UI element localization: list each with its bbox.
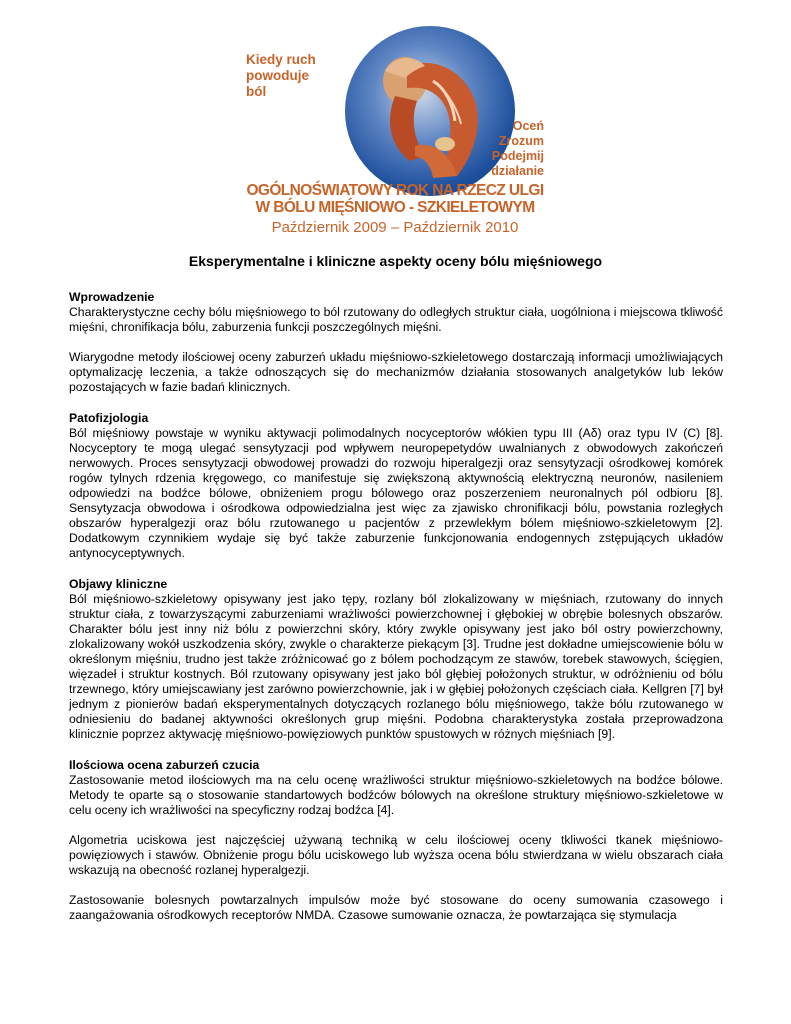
paragraph: Ból mięśniowy powstaje w wyniku aktywacji polimodalnych nocyceptorów włókien typu III (Aδ) oraz typu IV (C) [8]. Nocyceptory te mogą ulegać sensytyzacji pod wpływem neuropepetydów uwalnianych z obwodowych zakończeń nerwowych. Proces sensytyzacji obwodowej prowadzi do rozwoju hiperalgezji oraz sensytyzacji ośrodkowej komórek rogów tylnych rdzenia kręgowego, co manifestuje się zwiększoną aktywnością elektryczną neuronów, nasileniem odpowiedzi na bodźce bólowe, obniżeniem progu bólowego oraz poszerzeniem neuronalnych pól odbioru [8]. Sensytyzacja obwodowa i ośrodkowa odpowiedzialna jest więc za zjawisko chronifikacji bólu, powstania rozległych obszarów hyperalgezji oraz bólu rzutowanego u pacjentów z przewlekłym bólem mięśniowo-szkieletowym [2]. Dodatkowym czynnikiem wydaje się być także zaburzenie funkcjonowania endogennych zstępujących układów antynocyceptywnych. <box>69 425 723 561</box>
campaign-title <box>240 182 550 216</box>
banner-tagline: Kiedy ruch powoduje ból <box>246 52 316 99</box>
section-heading-introduction: Wprowadzenie <box>69 290 155 304</box>
banner-slogan: Oceń Zrozum Podejmij działanie <box>491 119 544 178</box>
paragraph: Charakterystyczne cechy bólu mięśniowego to ból rzutowany do odległych struktur ciała, uogólniona i miejscowa tkliwość mięśni, chronifikacja bólu, zaburzenia funkcji poszczególnych mięśni. <box>69 305 723 335</box>
paragraph: Ból mięśniowo-szkieletowy opisywany jest jako tępy, rozlany ból zlokalizowany w mięśniach, rzutowany do innych struktur ciała, z towarzyszącymi zaburzeniami wrażliwości powierzchownej i głębokiej w obrębie bolesnych obszarów. Charakter bólu jest inny niż bólu z powierzchni skóry, który zwykle opisywany jest jako ból ostry powierzchowny, zlokalizowany wokół uszkodzenia skóry, zwykle o charakterze piekącym [3]. Trudne jest dokładne umiejscowienie bólu w określonym mięśniu, trudno jest także zróżnicować go z bólem pochodzącym ze stawów, torebek stawowych, ścięgien, więzadeł i struktur kostnych. Ból rzutowany opisywany jest jako ból głębiej położonych struktur, w odróżnieniu od bólu trzewnego, który umiejscawiany jest zarówno powierzchownie, jak i w głębiej położonych częściach ciała. Kellgren [7] był jednym z pionierów badań eksperymentalnych dotyczących rozlanego bólu mięśniowego, także bólu rzutowanego w odniesieniu do badanej aktywności określonych grup mięśni. Podobna charakterystyka została przeprowadzona klinicznie poprzez aktywację mięśniowo-powięziowych punktów spustowych w różnych mięśniach [9]. <box>69 591 723 742</box>
campaign-banner <box>240 24 550 264</box>
paragraph: Zastosowanie bolesnych powtarzalnych impulsów może być stosowane do oceny sumowania czasowego i zaangażowania ośrodkowych receptorów NMDA. Czasowe sumowanie oznacza, że powtarzająca się stymulacja <box>69 893 723 923</box>
section-heading-pathophysiology: Patofizjologia <box>69 410 149 425</box>
paragraph: Algometria uciskowa jest najczęściej używaną techniką w celu ilościowej oceny tkliwości tkanek mięśniowo-powięziowych i stawów. Obniżenie progu bólu uciskowego lub wyższa ocena bólu stwierdzana w wielu obszarach ciała wskazują na obecność rozlanej hyperalgezji. <box>69 832 723 878</box>
paragraph: Zastosowanie metod ilościowych ma na celu ocenę wrażliwości struktur mięśniowo-szkieletowych na bodźce bólowe. Metody te oparte są o stosowanie standartowych bodźców bólowych na określone struktury mięśniowo-szkieletowe w celu oceny ich wrażliwości na specyficzny rodzaj bodźca [4]. <box>69 772 723 817</box>
figure-with-muscles-icon <box>345 26 515 196</box>
campaign-title-line-1: OGÓLNOŚWIATOWY ROK NA RZECZ ULGI <box>246 182 544 199</box>
document-title: Eksperymentalne i kliniczne aspekty oceny bólu mięśniowego <box>188 253 603 269</box>
paragraph: Wiarygodne metody ilościowej oceny zaburzeń układu mięśniowo-szkieletowego dostarczają informacji umożliwiających optymalizację leczenia, a także odnoszących się do mechanizmów działania stosowanych analgetyków lub leków pozostających w fazie badań klinicznych. <box>69 350 723 395</box>
campaign-dates: Październik 2009 – Październik 2010 <box>271 219 519 236</box>
campaign-title-line-2: W BÓLU MIĘŚNIOWO - SZKIELETOWYM <box>255 199 535 216</box>
section-heading-clinical-symptoms: Objawy kliniczne <box>69 576 168 591</box>
section-heading-quantitative-assessment: Ilościowa ocena zaburzeń czucia <box>69 757 260 772</box>
document-body <box>69 290 723 938</box>
